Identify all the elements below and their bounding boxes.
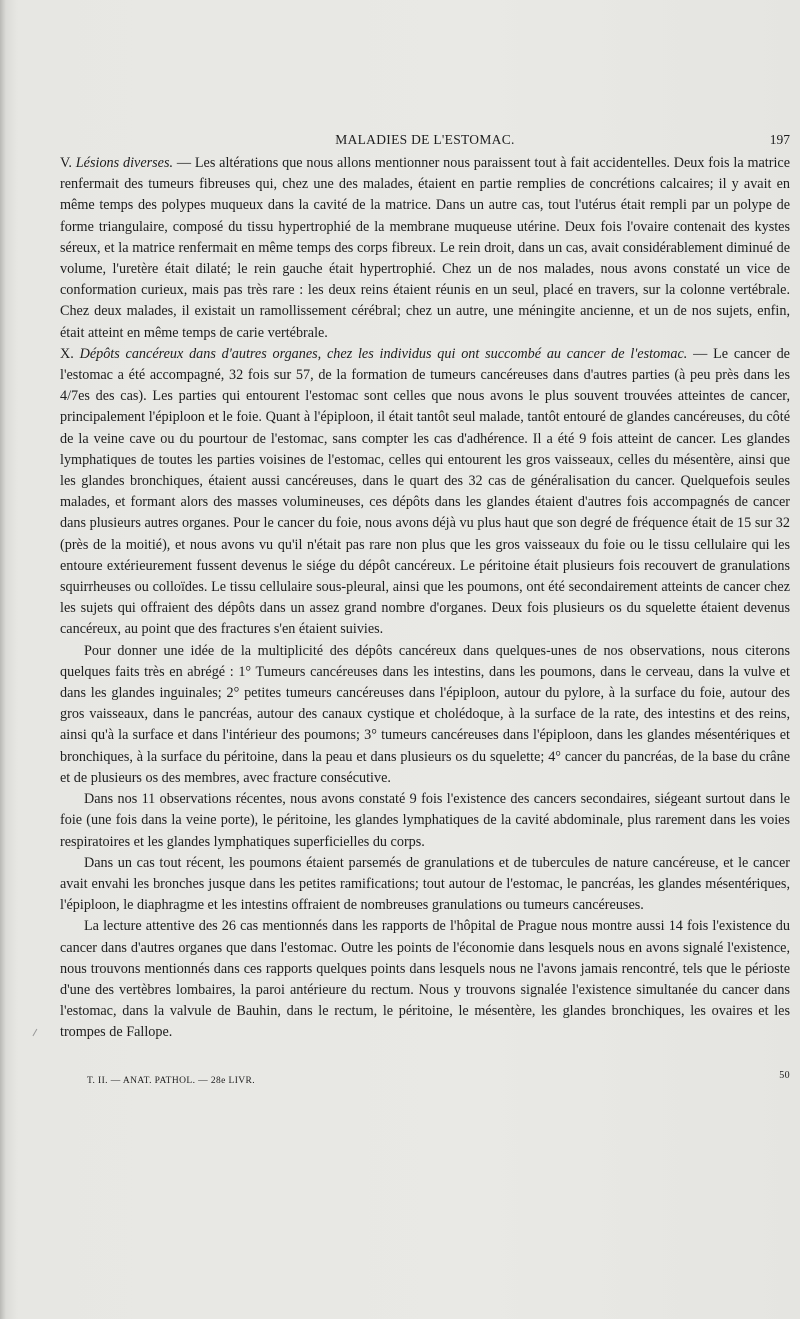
section-v-text: — Les altérations que nous allons mentionner nous paraissent tout à fait accidentelles. Deux fois la matrice renfermait des tumeurs fibreuses qui, chez une des malades, étaient en partie remplies de concrétions calcaires; il y avait en même temps des polypes muqueux dans la cavité de la matrice. Dans un autre cas, tout l'utérus était rempli par un polype de forme triangulaire, composé du tissu hypertrophié de la membrane muqueuse utérine. Deux fois l'ovaire contenait des kystes séreux, et la matrice renfermait en même temps des corps fibreux. Le rein droit, dans un cas, avait considérablement diminué de volume, l'uretère était dilaté; le rein gauche était hypertrophié. Chez un de nos malades, nous avons constaté un vice de conformation curieux, mais pas très rare : les deux reins étaient réunis en un seul, placé en travers, sur la colonne vertébrale. Chez deux malades, il existait un ramollissement cérébral; chez un autre, une méningite ancienne, et un de nos sujets, enfin, était atteint en même temps de carie vertébrale. xyxy=(60,155,791,341)
page-edge-shadow xyxy=(0,0,6,1319)
running-head xyxy=(60,132,790,152)
paragraph-multiplicity: Pour donner une idée de la multiplicité des dépôts cancéreux dans quelques-unes de nos observations, nous citerons quelques faits très en abrégé : 1° Tumeurs cancéreuses dans les intestins, dans les poumons, dans le cerveau, dans la vulve et dans les glandes inguinales; 2° petites tumeurs cancéreuses dans l'épiploon, autour du pylore, à la surface du foie, autour des gros vaisseaux, dans le pancréas, autour des canaux cystique et cholédoque, à la surface de la rate, des intestins et des reins, ainsi qu'à la surface et dans l'intérieur des poumons; 3° tumeurs cancéreuses dans l'épiploon, dans les glandes mésentériques et bronchiques, à la surface du péritoine, dans la peau et dans plusieurs os du squelette; 4° cancer du pancréas, de la base du crâne et de plusieurs os des membres, avec fracture consécutive. xyxy=(60,642,790,786)
body-text xyxy=(60,153,790,1044)
page-footer xyxy=(87,1070,790,1092)
signature-line: T. II. — ANAT. PATHOL. — 28e LIVR. xyxy=(87,1076,256,1086)
paragraph-recent-case: Dans un cas tout récent, les poumons étaient parsemés de granulations et de tubercules de nature cancéreuse, et le cancer avait envahi les bronches jusque dans les petites ramifications; tout autour de l'estomac, le pancréas, les glandes mésentériques, l'épiploon, le diaphragme et les intestins offraient de nombreuses granulations ou tumeurs cancéreuses. xyxy=(60,854,790,914)
paragraph-prague-reports: La lecture attentive des 26 cas mentionnés dans les rapports de l'hôpital de Prague nous montre aussi 14 fois l'existence du cancer dans d'autres organes que dans l'estomac. Outre les points de l'économie dans lesquels nous en avons signalé l'existence, nous trouvons mentionnés dans ces rapports quelques points dans lesquels nous ne l'avons jamais rencontré, tels que le périoste d'une des vertèbres lombaires, la paroi antérieure du rectum. Nous y trouvons signalée l'existence simultanée du cancer dans l'estomac, dans la valvule de Bauhin, dans le rectum, le péritoine, le mésentère, les glandes bronchiques, les ovaires et les trompes de Fallope. xyxy=(60,918,790,1041)
section-v-number: V. xyxy=(60,155,72,171)
section-v-title: Lésions diverses. xyxy=(75,155,174,171)
running-title: MALADIES DE L'ESTOMAC. xyxy=(335,132,515,147)
paragraph-recent-observations: Dans nos 11 observations récentes, nous avons constaté 9 fois l'existence des cancers secondaires, siégeant surtout dans le foie (une fois dans la veine porte), le péritoine, les glandes lymphatiques de la cavité abdominale, plus rarement dans les voies respiratoires et les glandes lymphatiques superficielles du corps. xyxy=(60,791,790,850)
section-x-number: X. xyxy=(60,345,74,362)
section-v-paragraph xyxy=(60,153,790,344)
signature-number: 50 xyxy=(779,1070,790,1081)
section-x-paragraph xyxy=(60,344,790,641)
section-x-title: Dépôts cancéreux dans d'autres organes, chez les individus qui ont succombé au cancer de l'estomac. xyxy=(79,345,688,362)
section-x-text: — Le cancer de l'estomac a été accompagné, 32 fois sur 57, de la formation de tumeurs cancéreuses dans d'autres parties (à peu près dans les 4/7es des cas). Les parties qui entourent l'estomac sont celles que nous avons le plus souvent trouvées atteintes de cancer, principalement l'épiploon et le foie. Quant à l'épiploon, il était tantôt seul malade, tantôt entouré de glandes cancéreuses, du côté de la veine cave ou du pourtour de l'estomac, sans compter les cas d'adhérence. Il a été 9 fois atteint de cancer. Les glandes lymphatiques de toutes les parties voisines de l'estomac, celles qui entourent les gros vaisseaux, celles du mésentère, ainsi que les glandes bronchiques, étaient aussi cancéreuses, dans le quart des 32 cas de généralisation du cancer. Quelquefois seules malades, et formant alors des masses volumineuses, ces dépôts dans les glandes étaient d'autres fois accompagnés de cancer dans plusieurs autres organes. Pour le cancer du foie, nous avons déjà vu plus haut que son degré de fréquence était de 15 sur 32 (près de la moitié), et nous avons vu qu'il n'était pas rare non plus que les gros vaisseaux du foie ou le tissu cellulaire qui les entoure extérieurement fussent devenus le siége du dépôt cancéreux. Le péritoine était plusieurs fois recouvert de granulations squirrheuses ou colloïdes. Le tissu cellulaire sous-pleural, ainsi que les poumons, ont été secondairement atteints de cancer chez les sujets qui offraient des dépôts dans un assez grand nombre d'organes. Deux fois plusieurs os du squelette étaient devenus cancéreux, au point que des fractures s'en étaient suivies. xyxy=(60,345,790,638)
page-number: 197 xyxy=(769,132,790,147)
scan-mark xyxy=(32,1029,42,1039)
